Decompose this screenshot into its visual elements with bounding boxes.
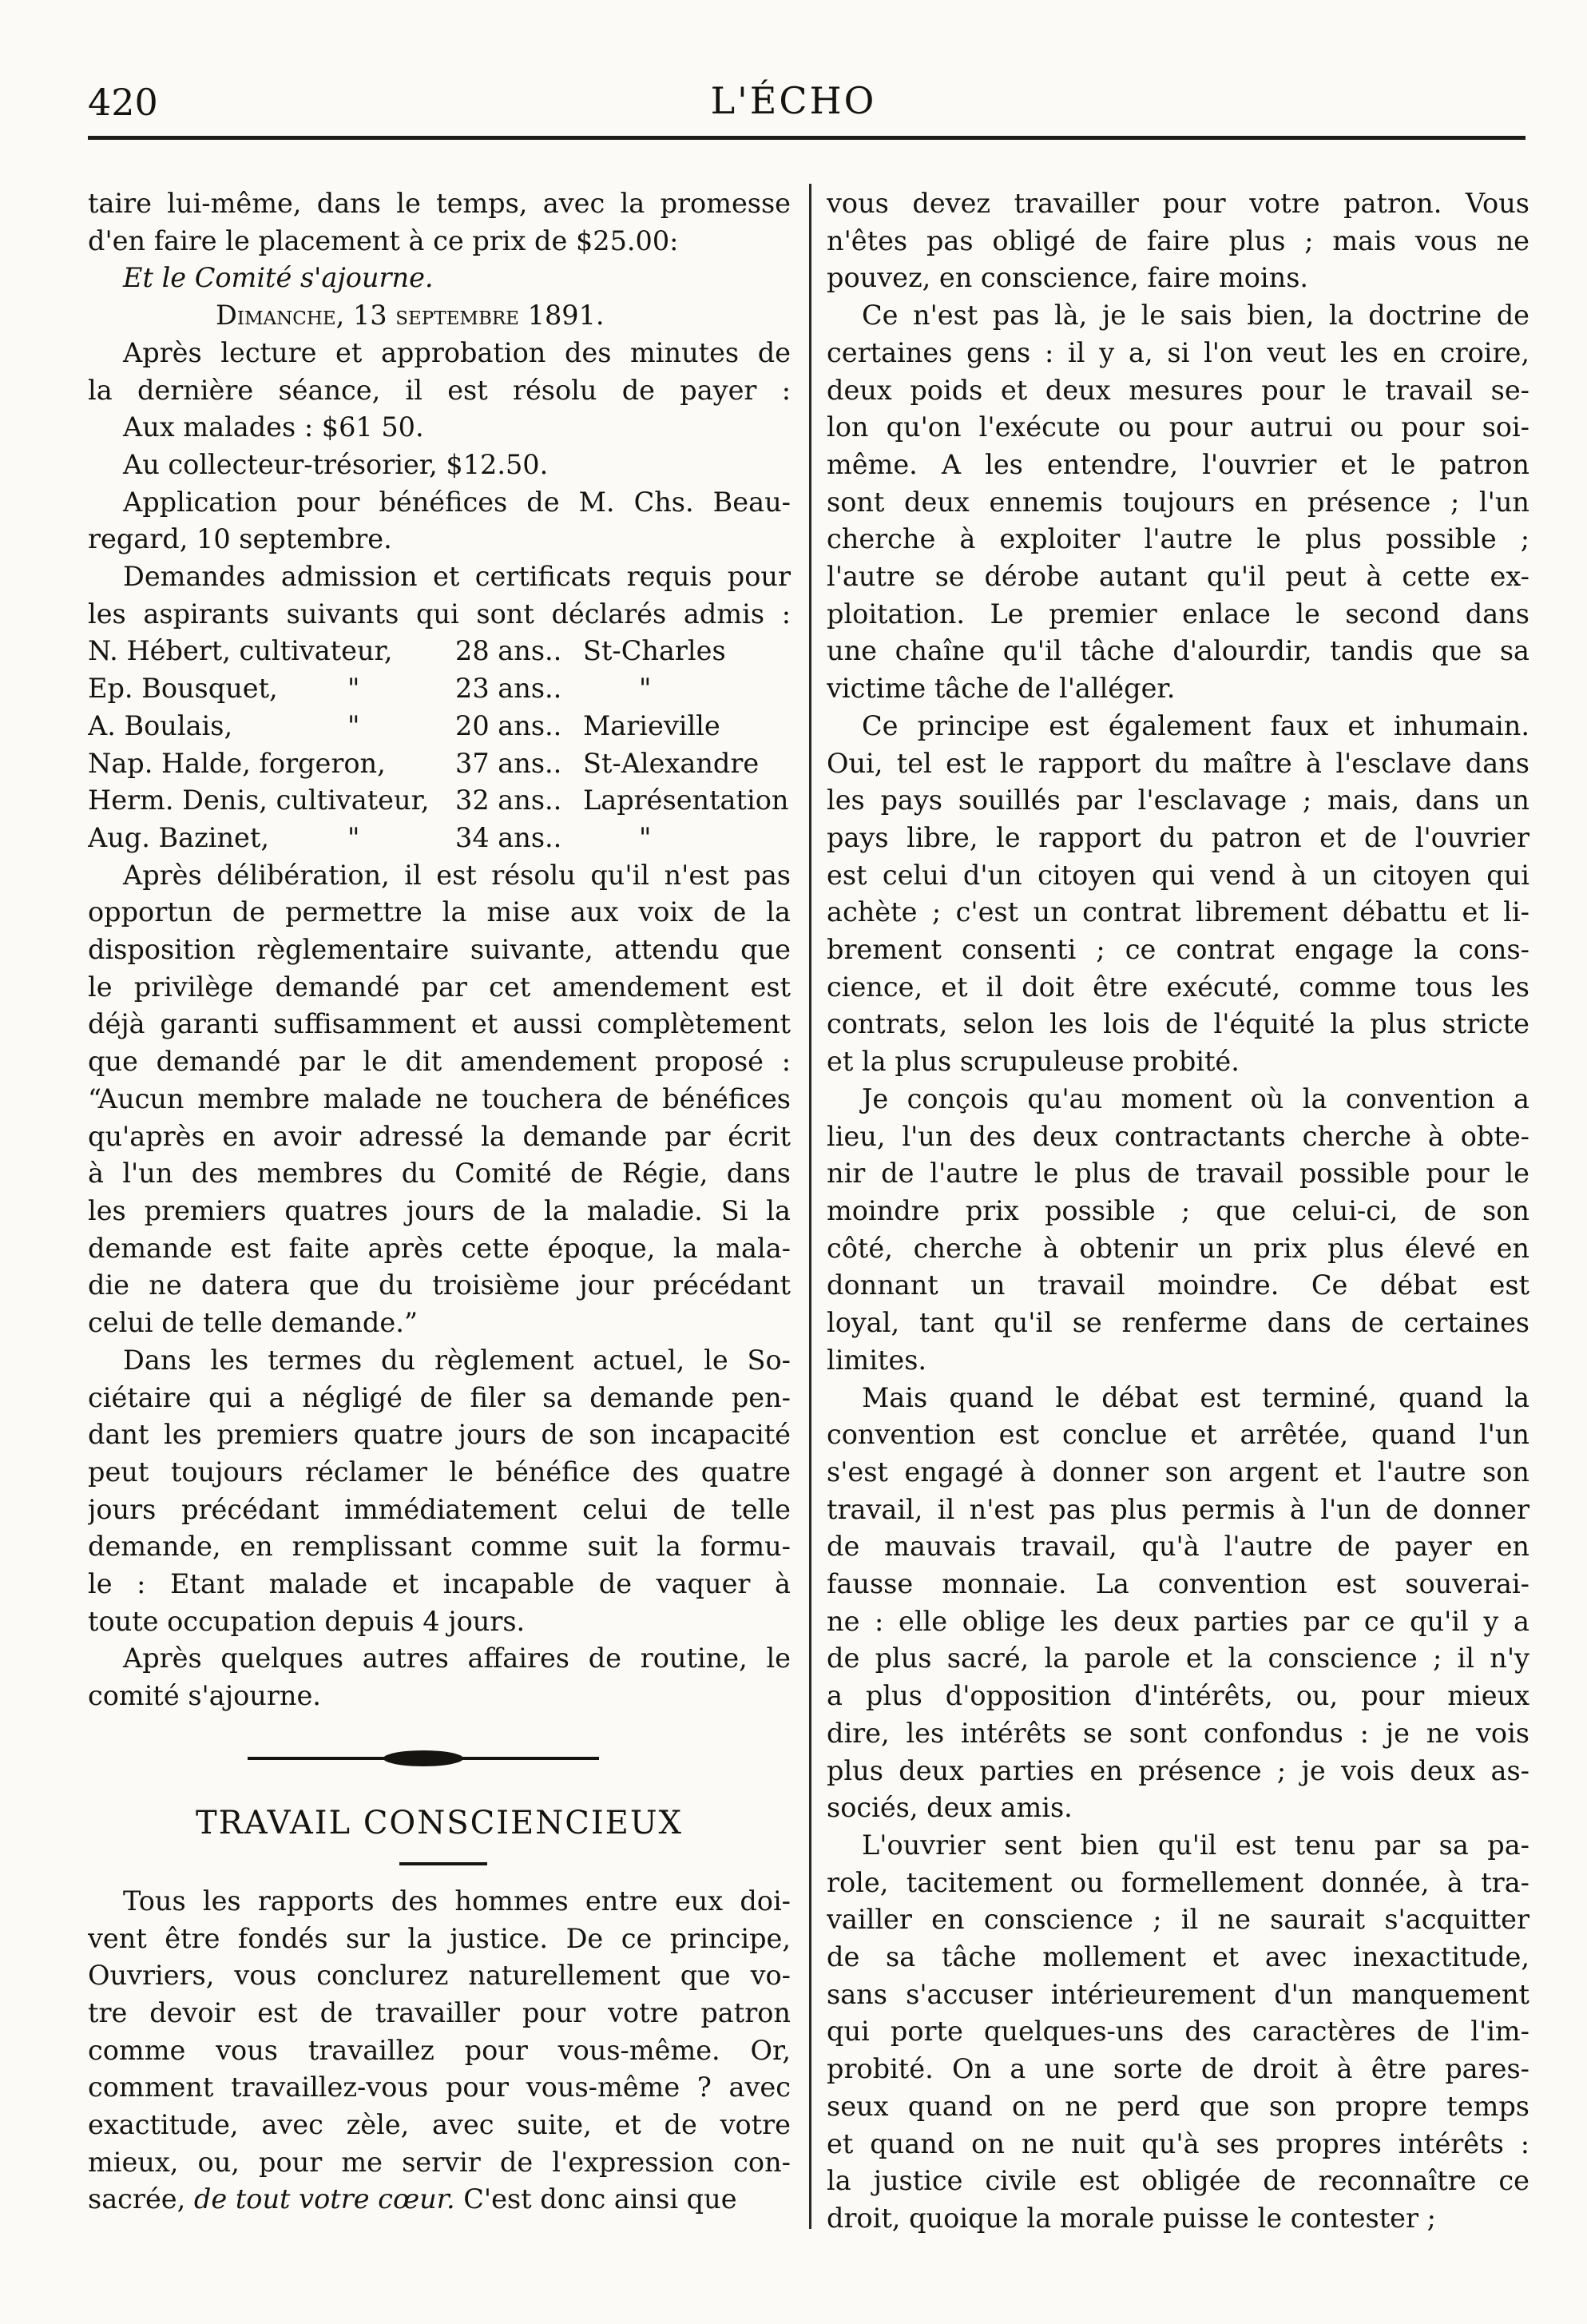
session-minutes xyxy=(88,335,791,634)
text-line: cience, et il doit être exécuté, comme tous les xyxy=(827,971,1529,1003)
text-line: plus deux parties en présence ; je vois deux as- xyxy=(827,1754,1529,1786)
text-line: d'en faire le placement à ce prix de $25.00: xyxy=(88,224,679,256)
text-line: Tous les rapports des hommes entre eux doi- xyxy=(123,1885,791,1917)
text-line: toute occupation depuis 4 jours. xyxy=(88,1605,526,1637)
ditto-mark: " xyxy=(347,709,360,741)
text-line: limites. xyxy=(827,1344,927,1376)
text-line: demande est faite après cette époque, la mala- xyxy=(88,1232,791,1264)
text-line: la justice civile est obligée de reconnaître ce xyxy=(827,2165,1529,2197)
text-line: taire lui-même, dans le temps, avec la promesse xyxy=(88,188,791,219)
applicant-name: Nap. Halde, forgeron, xyxy=(88,747,386,779)
text-line: de plus sacré, la parole et la conscience ; il n'y xyxy=(827,1643,1529,1674)
text-line: Oui, tel est le rapport du maître à l'esclave dans xyxy=(827,747,1529,779)
text-line: Et le Comité s'ajourne. xyxy=(123,262,434,294)
text-line: Ouvriers, vous conclurez naturellement que vo- xyxy=(88,1960,791,1992)
text-line: disposition règlementaire suivante, attendu que xyxy=(88,934,791,966)
text-line: les aspirants suivants qui sont déclarés admis : xyxy=(88,598,791,630)
text-line: et quand on ne nuit qu'à ses propres intérêts : xyxy=(827,2127,1529,2159)
text-line: lieu, l'un des deux contractants cherche à obte- xyxy=(827,1120,1529,1152)
text-line: demande, en remplissant comme suit la formu- xyxy=(88,1531,791,1563)
text-line: donnant un travail moindre. Ce débat est xyxy=(827,1269,1529,1301)
ditto-mark: " xyxy=(347,673,360,705)
applicant-place: Laprésentation xyxy=(583,785,789,816)
applicant-row xyxy=(88,782,791,820)
text-line: le privilège demandé par cet amendement est xyxy=(88,971,791,1003)
text-line: Ce principe est également faux et inhumain. xyxy=(862,709,1529,741)
text-line: victime tâche de l'alléger. xyxy=(827,673,1176,705)
right-column xyxy=(827,185,1529,2238)
text-line: pouvez, en conscience, faire moins. xyxy=(827,262,1309,294)
meeting-date: Dimanche, 13 septembre 1891. xyxy=(216,300,605,332)
text-line: loyal, tant qu'il se renferme dans de certaines xyxy=(827,1307,1529,1339)
text-line: est celui d'un citoyen qui vend à un citoyen qui xyxy=(827,859,1529,891)
text-line: ciétaire qui a négligé de filer sa demande pen- xyxy=(88,1381,791,1413)
text-line: qu'après en avoir adressé la demande par écrit xyxy=(88,1120,791,1152)
text-line: travail, il n'est pas plus permis à l'un de donner xyxy=(827,1493,1529,1525)
section-title: TRAVAIL CONSCIENCIEUX xyxy=(195,1804,684,1841)
applicants-list xyxy=(88,633,791,856)
applicant-row xyxy=(88,633,791,670)
text-line: Après lecture et approbation des minutes de xyxy=(123,336,791,368)
text-line: vailler en conscience ; il ne saurait s'acquitter xyxy=(827,1904,1529,1936)
text-line: l'autre se dérobe autant qu'il peut à cette ex- xyxy=(827,561,1529,593)
title-rule xyxy=(88,1851,791,1883)
text-line: n'êtes pas obligé de faire plus ; mais vous ne xyxy=(827,224,1529,256)
text-line: vous devez travailler pour votre patron. Vous xyxy=(827,188,1529,219)
text-line: certaines gens : il y a, si l'on veut les en croire, xyxy=(827,336,1529,368)
text-line: comité s'ajourne. xyxy=(88,1680,321,1712)
text-line: les pays souillés par l'esclavage ; mais, dans un xyxy=(827,785,1529,816)
text-line: et la plus scrupuleuse probité. xyxy=(827,1046,1240,1078)
applicant-row xyxy=(88,708,791,745)
text-line: la dernière séance, il est résolu de payer : xyxy=(88,374,791,406)
text-line: contrats, selon les lois de l'équité la plus stricte xyxy=(827,1008,1529,1040)
applicant-place: Marieville xyxy=(583,709,720,741)
journal-title: L'ÉCHO xyxy=(710,79,877,122)
applicant-name: A. Boulais, xyxy=(88,709,233,741)
text-line: de mauvais travail, qu'à l'autre de payer en xyxy=(827,1531,1529,1563)
header-rule xyxy=(88,136,1526,140)
text-line: Application pour bénéfices de M. Chs. Beau- xyxy=(123,486,791,518)
text-line: fausse monnaie. La convention est souverai- xyxy=(827,1568,1529,1600)
text-line: Dans les termes du règlement actuel, le So- xyxy=(123,1344,791,1376)
text-line: role, tacitement ou formellement donnée, à tra- xyxy=(827,1866,1529,1898)
text-line: brement consenti ; ce contrat engage la cons- xyxy=(827,934,1529,966)
text-line: dire, les intérêts se sont confondus : je ne vois xyxy=(827,1717,1529,1749)
text-line: regard, 10 septembre. xyxy=(88,523,392,555)
text-line: comment travaillez-vous pour vous-même ? avec xyxy=(88,2072,791,2104)
applicant-age: 37 ans.. xyxy=(455,747,562,779)
article-last-line: sacrée, de tout votre cœur. C'est donc ainsi que xyxy=(88,2183,737,2215)
text-line: le : Etant malade et incapable de vaquer à xyxy=(88,1568,791,1600)
text-line: die ne datera que du troisième jour précédant xyxy=(88,1269,791,1301)
applicant-name: Ep. Bousquet, xyxy=(88,673,278,705)
left-column xyxy=(88,185,791,2219)
text-line: exactitude, avec zèle, avec suite, et de votre xyxy=(88,2109,791,2141)
text-line: une chaîne qu'il tâche d'alourdir, tandis que sa xyxy=(827,635,1529,667)
text-line: qui porte quelques-uns des caractères de l'im- xyxy=(827,2016,1529,2048)
text-line: Au collecteur-trésorier, $12.50. xyxy=(123,448,549,480)
text-line: achète ; c'est un contrat librement débattu et li- xyxy=(827,896,1529,928)
text-line: pays libre, le rapport du patron et de l'ouvrier xyxy=(827,821,1529,853)
text-line: seux quand on ne perd que son propre temps xyxy=(827,2090,1529,2122)
text-line: lon qu'on l'exécute ou pour autrui ou pour soi- xyxy=(827,411,1529,443)
text-line: même. A les entendre, l'ouvrier et le patron xyxy=(827,448,1529,480)
applicant-age: 20 ans.. xyxy=(455,709,562,741)
article-text xyxy=(88,1883,791,2182)
text-line: côté, cherche à obtenir un prix plus élevé en xyxy=(827,1232,1529,1264)
applicant-age: 32 ans.. xyxy=(455,785,562,816)
text-line: ne : elle oblige les deux parties par ce qu'il y a xyxy=(827,1605,1529,1637)
text-line: droit, quoique la morale puisse le contester ; xyxy=(827,2202,1436,2234)
text-line: Je conçois qu'au moment où la convention a xyxy=(862,1083,1529,1114)
text-line: opportun de permettre la mise aux voix de la xyxy=(88,896,791,928)
applicant-place: " xyxy=(639,673,652,705)
text-line: jours précédant immédiatement celui de telle xyxy=(88,1493,791,1525)
minutes-paragraph xyxy=(88,185,791,297)
text-line: Après délibération, il est résolu qu'il n'est pas xyxy=(123,859,791,891)
text-line: peut toujours réclamer le bénéfice des quatre xyxy=(88,1456,791,1488)
text-line: deux poids et deux mesures pour le travail se- xyxy=(827,374,1529,406)
text-line: “Aucun membre malade ne touchera de bénéfices xyxy=(88,1083,791,1114)
text-line: sont deux ennemis toujours en présence ; l'un xyxy=(827,486,1529,518)
text-line: probité. On a une sorte de droit à être pares- xyxy=(827,2053,1529,2085)
applicant-row xyxy=(88,670,791,708)
applicant-name: Herm. Denis, cultivateur, xyxy=(88,785,430,816)
ditto-mark: " xyxy=(347,821,360,853)
page-number: 420 xyxy=(88,81,158,124)
applicant-name: N. Hébert, cultivateur, xyxy=(88,635,393,667)
text-line: Demandes admission et certificats requis pour xyxy=(123,561,791,593)
running-header xyxy=(0,76,1587,132)
text-line: déjà garanti suffisamment et aussi complètement xyxy=(88,1008,791,1040)
applicant-place: St-Charles xyxy=(583,635,726,667)
applicant-age: 34 ans.. xyxy=(455,821,562,853)
applicant-age: 28 ans.. xyxy=(455,635,562,667)
text-line: dant les premiers quatre jours de son incapacité xyxy=(88,1419,791,1451)
text-line: que demandé par le dit amendement proposé : xyxy=(88,1046,791,1078)
text-line: cherche à exploiter l'autre le plus possible ; xyxy=(827,523,1529,555)
text-line: Aux malades : $61 50. xyxy=(123,411,424,443)
text-line: tre devoir est de travailler pour votre patron xyxy=(88,1996,791,2028)
text-line: de sa tâche mollement et avec inexactitude, xyxy=(827,1941,1529,1973)
text-line: Après quelques autres affaires de routine, le xyxy=(123,1643,791,1674)
text-line: vent être fondés sur la justice. De ce principe, xyxy=(88,1922,791,1954)
applicant-place: St-Alexandre xyxy=(583,747,760,779)
column-divider xyxy=(809,184,811,2229)
section-ornament xyxy=(88,1715,791,1795)
text-line: nir de l'autre le plus de travail possible pour le xyxy=(827,1158,1529,1190)
text-line: sans s'accuser intérieurement d'un manquement xyxy=(827,1978,1529,2010)
text-line: a plus d'opposition d'intérêts, ou, pour mieux xyxy=(827,1680,1529,1712)
text-line: mieux, ou, pour me servir de l'expression con- xyxy=(88,2146,791,2178)
applicant-row xyxy=(88,745,791,783)
text-line: les premiers quatres jours de la maladie. Si la xyxy=(88,1194,791,1226)
applicant-place: " xyxy=(639,821,652,853)
text-line: comme vous travaillez pour vous-même. Or, xyxy=(88,2034,791,2066)
text-line: ploitation. Le premier enlace le second dans xyxy=(827,598,1529,630)
text-line: celui de telle demande.” xyxy=(88,1307,418,1339)
applicant-name: Aug. Bazinet, xyxy=(88,821,269,853)
text-line: moindre prix possible ; que celui-ci, de son xyxy=(827,1194,1529,1226)
text-line: s'est engagé à donner son argent et l'autre son xyxy=(827,1456,1529,1488)
text-line: à l'un des membres du Comité de Régie, dans xyxy=(88,1158,791,1190)
text-line: convention est conclue et arrêtée, quand l'un xyxy=(827,1419,1529,1451)
applicant-row xyxy=(88,820,791,857)
text-line: sociés, deux amis. xyxy=(827,1792,1073,1824)
text-line: Ce n'est pas là, je le sais bien, la doctrine de xyxy=(862,300,1529,332)
applicant-age: 23 ans.. xyxy=(455,673,562,705)
text-line: Mais quand le débat est terminé, quand la xyxy=(862,1381,1529,1413)
text-line: L'ouvrier sent bien qu'il est tenu par sa pa- xyxy=(862,1829,1529,1861)
deliberation-text xyxy=(88,857,791,1715)
